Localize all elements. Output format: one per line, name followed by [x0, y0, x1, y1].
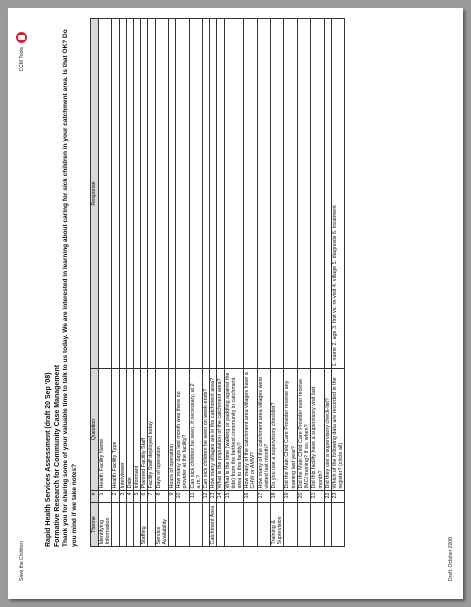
row-response[interactable]	[141, 19, 148, 369]
row-response[interactable]	[126, 19, 133, 369]
row-number: 15	[224, 491, 244, 503]
row-number: 9	[169, 491, 176, 503]
table-row	[112, 19, 119, 547]
row-number: 12	[203, 491, 210, 503]
row-question: Health Facility Name	[99, 369, 112, 491]
row-theme: Identifying Information	[99, 503, 112, 547]
row-theme	[297, 503, 310, 547]
table-row	[284, 19, 297, 547]
row-theme	[257, 503, 270, 547]
row-theme	[148, 503, 155, 547]
row-question: Which of the following data are recorded in the register? (circle all)	[331, 369, 344, 491]
row-number: 20	[297, 491, 310, 503]
row-question: How many of the catchment area villages were visited last month?	[257, 369, 270, 491]
row-theme: Training & Supervision	[271, 503, 284, 547]
row-number: 17	[257, 491, 270, 503]
row-theme	[119, 503, 126, 547]
row-question: How many villages are in the catchment area?	[210, 369, 217, 491]
row-theme	[331, 503, 344, 547]
row-number: 21	[311, 491, 324, 503]
row-response[interactable]	[224, 19, 244, 369]
row-theme	[176, 503, 189, 547]
header-number: #	[91, 491, 99, 503]
table-row	[271, 19, 284, 547]
row-number: 10	[176, 491, 189, 503]
row-number: 14	[217, 491, 224, 503]
table-row	[119, 19, 126, 547]
row-theme: Staffing	[141, 503, 148, 547]
row-response[interactable]	[324, 19, 331, 369]
row-question: Did the Main Child Care Provider receive any training last year?	[284, 369, 297, 491]
row-response[interactable]	[271, 19, 284, 369]
table-row	[257, 19, 270, 547]
row-response[interactable]	[155, 19, 168, 369]
table-row	[311, 19, 324, 547]
row-question: Hours of operation	[169, 369, 176, 491]
row-number: 4	[126, 491, 133, 503]
row-number: 16	[244, 491, 257, 503]
header-question: Question	[91, 369, 99, 491]
row-theme	[203, 503, 210, 547]
row-number: 19	[284, 491, 297, 503]
row-response[interactable]	[284, 19, 297, 369]
row-question: Do you use a supervisory checklist?	[271, 369, 284, 491]
row-response[interactable]	[311, 19, 324, 369]
row-number: 13	[210, 491, 217, 503]
document-title: Rapid Health Services Assessment (draft 20 Sep '08)	[45, 372, 52, 547]
organization-name: Save the Children	[19, 541, 25, 581]
row-theme	[189, 503, 202, 547]
table-row	[224, 19, 244, 547]
table-row	[169, 19, 176, 547]
row-question: Interviewer	[119, 369, 126, 491]
table-row	[148, 19, 155, 547]
table-body	[99, 19, 345, 547]
row-response[interactable]	[176, 19, 189, 369]
header-tool-label	[16, 32, 27, 71]
row-question: Did they use a supervisory check-list?	[324, 369, 331, 491]
row-question: How many days last month was there no provider at the facility?	[176, 369, 189, 491]
row-response[interactable]	[134, 19, 141, 369]
row-number: 23	[331, 491, 344, 503]
row-theme	[112, 503, 119, 547]
table-row	[210, 19, 217, 547]
row-question: Informant	[134, 369, 141, 491]
row-question: Days of operation	[155, 369, 168, 491]
row-response[interactable]	[148, 19, 155, 369]
row-response[interactable]	[297, 19, 310, 369]
row-response[interactable]: 1. name 2. age 3. first vs. re-visit 4. village 5. diagnosis 6. treatment	[331, 19, 344, 369]
row-theme	[224, 503, 244, 547]
draft-date: Draft, October 2008	[448, 537, 454, 581]
row-response[interactable]	[99, 19, 112, 369]
row-number: 8	[155, 491, 168, 503]
table-row	[331, 19, 344, 547]
row-question: What is the population of the catchment area?	[217, 369, 224, 491]
row-number: 11	[189, 491, 202, 503]
document-page	[8, 8, 463, 599]
assessment-table	[90, 18, 345, 547]
row-theme: Service Availability	[155, 503, 168, 547]
table-row	[99, 19, 112, 547]
row-theme	[324, 503, 331, 547]
table-row	[324, 19, 331, 547]
row-question: What is the time (walking or paddling against the tide) from the farthest community in catchment area to this facility?	[224, 369, 244, 491]
row-response[interactable]	[257, 19, 270, 369]
row-theme	[134, 503, 141, 547]
row-theme	[169, 503, 176, 547]
table-row	[176, 19, 189, 547]
row-number: 5	[134, 491, 141, 503]
row-response[interactable]	[244, 19, 257, 369]
table-row	[203, 19, 210, 547]
header-theme: Theme	[91, 503, 99, 547]
row-response[interactable]	[203, 19, 210, 369]
row-response[interactable]	[210, 19, 217, 369]
row-theme: Catchment Area	[210, 503, 217, 547]
row-question: Facility Staff deployed today	[148, 369, 155, 491]
row-theme	[244, 503, 257, 547]
table-header-row	[91, 19, 99, 547]
table-row	[189, 19, 202, 547]
table-row	[134, 19, 141, 547]
row-theme	[217, 503, 224, 547]
organization-logo-icon	[16, 32, 27, 43]
row-response[interactable]	[189, 19, 202, 369]
row-question: Health Facility Type	[112, 369, 119, 491]
row-number: 7	[148, 491, 155, 503]
row-number: 1	[99, 491, 112, 503]
table-row	[244, 19, 257, 547]
title-block	[44, 27, 79, 547]
row-response[interactable]	[112, 19, 119, 369]
document-subtitle: Formative Research for Community Case Management	[54, 364, 61, 547]
row-response[interactable]	[217, 19, 224, 369]
row-question: Planned Facility Staff	[141, 369, 148, 491]
row-theme	[126, 503, 133, 547]
row-theme	[311, 503, 324, 547]
tool-label: CCM Tools	[18, 47, 25, 72]
row-question: Did this facility have a supervisory visit last month?	[311, 369, 324, 491]
intro-statement: Thank you for sharing some of your valuable time to talk to us today. We are interested in learning about caring for sick children in your catchment area. Is that OK? Do you mind if we take notes?	[62, 29, 78, 547]
row-number: 2	[112, 491, 119, 503]
table-row	[155, 19, 168, 547]
row-number: 6	[141, 491, 148, 503]
table-row	[141, 19, 148, 547]
row-number: 18	[271, 491, 284, 503]
table-row	[126, 19, 133, 547]
table-row	[297, 19, 310, 547]
row-theme	[284, 503, 297, 547]
row-question: Did the Main Child Care Provider ever receive IMCI training? If so, when?	[297, 369, 310, 491]
header-response: Response	[91, 19, 99, 369]
row-response[interactable]	[169, 19, 176, 369]
row-number: 22	[324, 491, 331, 503]
row-question: Can sick children be seen on week-ends?	[203, 369, 210, 491]
row-number: 3	[119, 491, 126, 503]
row-question: Can sick children be seen, if necessary, at 2 a.m.?	[189, 369, 202, 491]
table-row	[217, 19, 224, 547]
row-question: How many of the catchment area villages have a CHW or AMW?	[244, 369, 257, 491]
rotated-page-content	[8, 8, 463, 599]
row-response[interactable]	[119, 19, 126, 369]
row-question: Date	[126, 369, 133, 491]
